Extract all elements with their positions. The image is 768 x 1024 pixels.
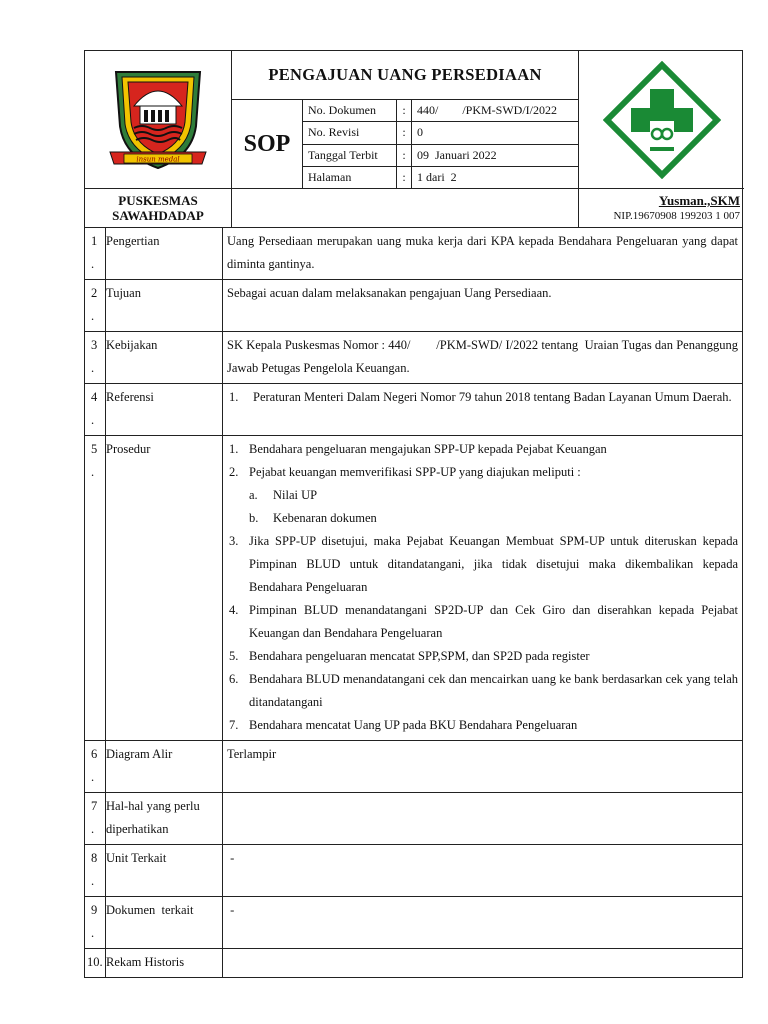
row-label: Diagram Alir xyxy=(106,741,223,793)
row-number: 5 xyxy=(91,442,98,456)
meta-row-document-number xyxy=(303,100,578,121)
document-meta xyxy=(303,100,578,188)
meta-row-page xyxy=(303,166,578,188)
list-item-text: Nilai UP xyxy=(273,488,318,502)
table-row xyxy=(85,897,743,949)
row-content: - xyxy=(223,897,743,949)
signatory xyxy=(579,189,744,227)
row-number-dot: . xyxy=(91,465,95,479)
row-number-dot: . xyxy=(91,926,95,940)
table-row xyxy=(85,436,743,741)
meta-value: 0 xyxy=(417,125,423,140)
row-number-dot: . xyxy=(91,770,95,784)
health-logo-cell xyxy=(579,51,744,189)
meta-label: Halaman xyxy=(303,167,397,188)
row-content: Sebagai acuan dalam melaksanakan pengajuan Uang Persediaan. xyxy=(223,280,743,332)
table-row xyxy=(85,280,743,332)
logo-motto: insun medal xyxy=(136,155,180,163)
meta-label: No. Revisi xyxy=(303,122,397,143)
row-number: 9 xyxy=(91,903,98,917)
row-label: Unit Terkait xyxy=(106,845,223,897)
procedure-list xyxy=(227,438,738,737)
list-marker: 6. xyxy=(229,672,239,686)
row-number: 8 xyxy=(91,851,98,865)
table-row xyxy=(85,793,743,845)
row-content xyxy=(223,436,743,741)
row-number-cell xyxy=(85,384,106,436)
row-number: 4 xyxy=(91,390,98,404)
meta-label: Tanggal Terbit xyxy=(303,145,397,166)
sop-content-table xyxy=(84,227,743,978)
row-label: Dokumen terkait xyxy=(106,897,223,949)
row-number: 6 xyxy=(91,747,98,761)
regency-logo-cell xyxy=(85,51,232,189)
meta-colon: : xyxy=(397,145,412,166)
row-number-dot: . xyxy=(91,413,95,427)
row-label: Pengertian xyxy=(106,228,223,280)
table-row xyxy=(85,332,743,384)
row-number-dot: . xyxy=(91,257,95,271)
list-item-text: Bendahara pengeluaran mengajukan SPP-UP kepada Pejabat Keuangan xyxy=(249,442,607,456)
sop-label: SOP xyxy=(232,100,303,188)
list-item-text: Bendahara pengeluaran mencatat SPP,SPM, dan SP2D pada register xyxy=(249,649,590,663)
title-block xyxy=(232,51,579,189)
row-number-dot: . xyxy=(91,822,95,836)
row-content xyxy=(223,949,743,978)
row-label: Prosedur xyxy=(106,436,223,741)
table-row xyxy=(85,845,743,897)
meta-colon: : xyxy=(397,122,412,143)
row-number-dot: . xyxy=(91,874,95,888)
table-row xyxy=(85,741,743,793)
list-marker: 4. xyxy=(229,603,239,617)
row-number: 7 xyxy=(91,799,98,813)
row-label: Tujuan xyxy=(106,280,223,332)
list-item-text: Peraturan Menteri Dalam Negeri Nomor 79 tahun 2018 tentang Badan Layanan Umum Daerah. xyxy=(253,390,732,404)
list-item-text: Kebenaran dokumen xyxy=(273,511,377,525)
row-label: Referensi xyxy=(106,384,223,436)
blank-cell xyxy=(232,189,579,227)
org-line-1: PUSKESMAS xyxy=(118,193,198,208)
list-item xyxy=(227,668,738,714)
list-marker: b. xyxy=(249,511,259,525)
table-row xyxy=(85,228,743,280)
organization-name xyxy=(85,189,232,227)
row-number-dot: . xyxy=(91,361,95,375)
row-number: 3 xyxy=(91,338,98,352)
reference-list xyxy=(227,386,738,409)
signatory-nip: NIP.19670908 199203 1 007 xyxy=(613,210,740,222)
row-number-cell xyxy=(85,280,106,332)
row-number-cell xyxy=(85,845,106,897)
list-marker: 5. xyxy=(229,649,239,663)
meta-row-revision xyxy=(303,121,578,143)
row-number-cell xyxy=(85,949,106,978)
meta-colon: : xyxy=(397,167,412,188)
list-item xyxy=(227,530,738,599)
row-content: SK Kepala Puskesmas Nomor : 440/ /PKM-SWD/ I/2022 tentang Uraian Tugas dan Penanggung Jawab Petugas Pengelola Keuangan. xyxy=(223,332,743,384)
meta-colon: : xyxy=(397,100,412,121)
list-item-text: Bendahara BLUD menandatangani cek dan mencairkan uang ke bank berdasarkan cek yang telah ditandatangani xyxy=(249,672,738,709)
meta-label: No. Dokumen xyxy=(303,100,397,121)
list-marker: 1. xyxy=(229,390,239,404)
regency-emblem-icon xyxy=(104,64,212,176)
row-label: Rekam Historis xyxy=(106,949,223,978)
meta-value: 09 Januari 2022 xyxy=(417,147,497,162)
puskesmas-cross-icon xyxy=(603,61,721,179)
sop-header xyxy=(84,50,743,228)
list-item xyxy=(227,714,738,737)
meta-value: 440/ /PKM-SWD/I/2022 xyxy=(417,103,558,118)
list-marker: 2. xyxy=(229,465,239,479)
list-item xyxy=(227,599,738,645)
sublist-item xyxy=(249,507,738,530)
org-line-2: SAWAHDADAP xyxy=(112,208,204,223)
row-number-cell xyxy=(85,436,106,741)
row-number-cell xyxy=(85,332,106,384)
list-item-text: Bendahara mencatat Uang UP pada BKU Bendahara Pengeluaran xyxy=(249,718,578,732)
meta-row-issue-date xyxy=(303,144,578,166)
meta-value: 1 dari 2 xyxy=(417,169,457,184)
row-number-cell xyxy=(85,793,106,845)
row-content: Terlampir xyxy=(223,741,743,793)
row-content xyxy=(223,793,743,845)
sublist-item xyxy=(249,484,738,507)
list-item-text: Pejabat keuangan memverifikasi SPP-UP yang diajukan meliputi : xyxy=(249,465,581,479)
list-item xyxy=(227,461,738,530)
list-marker: 7. xyxy=(229,718,239,732)
row-number-dot: . xyxy=(91,309,95,323)
row-number: 1 xyxy=(91,234,98,248)
list-item-text: Pimpinan BLUD menandatangani SP2D-UP dan Cek Giro dan diserahkan kepada Pejabat Keuangan dan Bendahara Pengeluaran xyxy=(249,603,738,640)
list-item xyxy=(227,438,738,461)
list-item xyxy=(227,386,738,409)
row-number-cell xyxy=(85,228,106,280)
sop-meta-block xyxy=(232,100,578,188)
list-marker: 3. xyxy=(229,534,239,548)
row-number: 10. xyxy=(87,955,103,969)
row-label: Kebijakan xyxy=(106,332,223,384)
verification-sublist xyxy=(249,484,738,530)
list-item-text: Jika SPP-UP disetujui, maka Pejabat Keuangan Membuat SPM-UP untuk diteruskan kepada Pimpinan BLUD untuk ditandatangani, jika tidak disetujui maka dikembalikan kepada Bendahara Pengeluaran xyxy=(249,534,738,594)
row-number-cell xyxy=(85,741,106,793)
row-content: - xyxy=(223,845,743,897)
sop-document xyxy=(84,50,743,978)
table-row xyxy=(85,949,743,978)
row-label: Hal-hal yang perlu diperhatikan xyxy=(106,793,223,845)
table-row xyxy=(85,384,743,436)
signatory-name: Yusman.,SKM xyxy=(658,193,740,208)
list-item xyxy=(227,645,738,668)
list-marker: 1. xyxy=(229,442,239,456)
list-marker: a. xyxy=(249,488,258,502)
row-number-cell xyxy=(85,897,106,949)
document-title: PENGAJUAN UANG PERSEDIAAN xyxy=(232,51,578,100)
row-number: 2 xyxy=(91,286,98,300)
row-content: Uang Persediaan merupakan uang muka kerja dari KPA kepada Bendahara Pengeluaran yang dapat diminta gantinya. xyxy=(223,228,743,280)
row-content xyxy=(223,384,743,436)
